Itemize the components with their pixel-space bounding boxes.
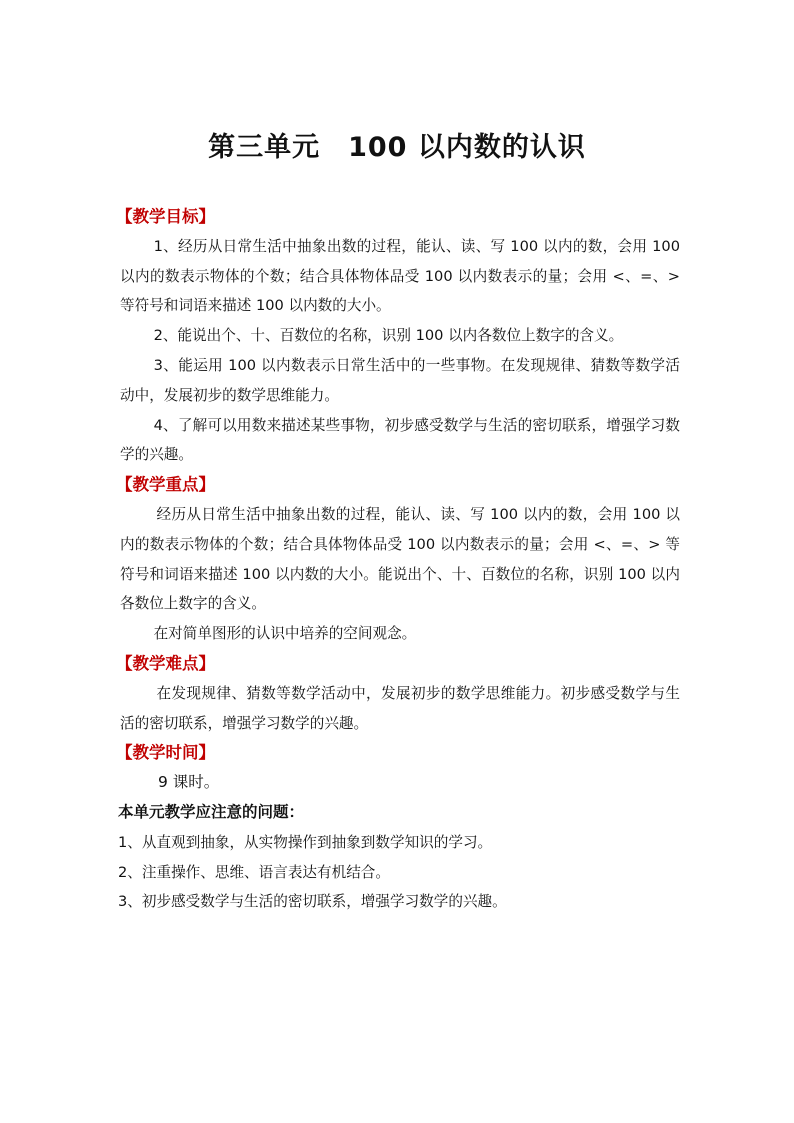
objective-paragraph: 3、能运用 100 以内数表示日常生活中的一些事物。在发现规律、猜数等数学活动中，发展初步的数学思维能力。 [120, 356, 680, 404]
section-heading: 【教学重点】 [116, 475, 215, 495]
objective-paragraph: 4、了解可以用数来描述某些事物，初步感受数学与生活的密切联系，增强学习数学的兴趣。 [120, 416, 680, 464]
section-heading: 【教学难点】 [116, 653, 215, 673]
key-point-paragraph: 在对简单图形的认识中培养的空间观念。 [153, 625, 417, 643]
teaching-time-value: 9 课时。 [158, 773, 220, 792]
objective-paragraph: 2、能说出个、十、百数位的名称，识别 100 以内各数位上数字的含义。 [153, 327, 624, 345]
notes-list-item: 3、初步感受数学与生活的密切联系，增强学习数学的兴趣。 [118, 893, 507, 911]
key-point-paragraph: 经历从日常生活中抽象出数的过程，能认、读、写 100 以内的数，会用 100 以内的数表示物体的个数；结合具体物体品受 100 以内数表示的量；会用 <、=、> 等符号和词语来描述 100 以内数的大小。能说出个、十、百数位的名称，识别 100 以内各数位上数字的含义。 [120, 505, 680, 613]
notes-list-item: 2、注重操作、思维、语言表达有机结合。 [118, 863, 390, 881]
objective-paragraph: 1、经历从日常生活中抽象出数的过程，能认、读、写 100 以内的数，会用 100 以内的数表示物体的个数；结合具体物体品受 100 以内数表示的量；会用 <、=、> 等符号和词语来描述 100 以内数的大小。 [120, 237, 680, 315]
section-teaching-objectives [116, 202, 680, 470]
section-teaching-time [116, 738, 680, 798]
section-difficulties [116, 649, 680, 738]
document-body [116, 202, 680, 917]
section-heading: 【教学目标】 [116, 207, 215, 226]
section-notes [120, 798, 680, 917]
section-heading: 【教学时间】 [116, 743, 215, 763]
page-title: 第三单元 100 以内数的认识 [208, 132, 586, 163]
section-key-points [116, 470, 680, 649]
notes-list-item: 1、从直观到抽象，从实物操作到抽象到数学知识的学习。 [118, 833, 493, 851]
difficulty-paragraph: 在发现规律、猜数等数学活动中，发展初步的数学思维能力。初步感受数学与生活的密切联系，增强学习数学的兴趣。 [120, 684, 680, 732]
notes-heading: 本单元教学应注意的问题： [118, 802, 305, 821]
